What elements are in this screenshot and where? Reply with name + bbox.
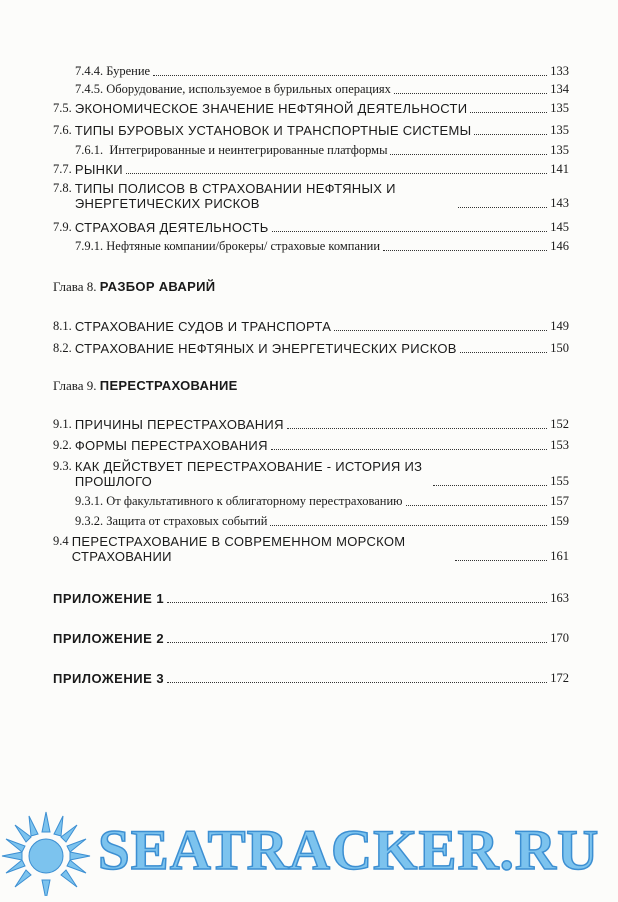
leader-dots <box>474 134 547 135</box>
entry-page: 153 <box>550 438 569 452</box>
entry-title: СТРАХОВАЯ ДЕЯТЕЛЬНОСТЬ <box>74 220 269 235</box>
entry-number: 7.4.4. <box>75 64 104 78</box>
appendix-page: 172 <box>550 671 569 685</box>
leader-dots <box>167 602 547 603</box>
toc-entry-7-4-5[interactable] <box>75 82 569 97</box>
toc-appendix-1[interactable] <box>53 591 569 606</box>
toc-entry-9-3-1[interactable] <box>75 494 569 509</box>
leader-dots <box>406 505 548 506</box>
toc-entry-9-3-2[interactable] <box>75 514 569 529</box>
toc-entry-8-2[interactable] <box>53 341 569 356</box>
entry-page: 157 <box>550 494 569 508</box>
leader-dots <box>272 231 548 232</box>
entry-page: 150 <box>550 341 569 355</box>
leader-dots <box>383 250 547 251</box>
watermark-text: SEATRACKER.RU <box>98 819 600 882</box>
entry-page: 149 <box>550 319 569 333</box>
leader-dots <box>455 560 548 561</box>
toc-entry-7-8[interactable] <box>53 181 569 211</box>
entry-title: ФОРМЫ ПЕРЕСТРАХОВАНИЯ <box>74 438 268 453</box>
leader-dots <box>153 75 547 76</box>
entry-number: 7.6. <box>53 123 72 137</box>
entry-title: КАК ДЕЙСТВУЕТ ПЕРЕСТРАХОВАНИЕ - ИСТОРИЯ ИЗ ПРОШЛОГО <box>74 459 423 489</box>
chapter-9-heading[interactable] <box>53 378 238 394</box>
leader-dots <box>126 173 547 174</box>
leader-dots <box>390 154 547 155</box>
entry-number: 8.1. <box>53 319 72 333</box>
entry-number: 8.2. <box>53 341 72 355</box>
leader-dots <box>433 485 547 486</box>
chapter-title: РАЗБОР АВАРИЙ <box>99 279 216 294</box>
entry-page: 146 <box>550 239 569 253</box>
entry-number: 9.3.2. <box>75 514 104 528</box>
entry-number: 7.6.1. <box>75 143 104 157</box>
entry-title: Нефтяные компании/брокеры/ страховые компании <box>106 239 381 253</box>
toc-appendix-3[interactable] <box>53 671 569 686</box>
entry-number: 7.5. <box>53 101 72 115</box>
toc-entry-8-1[interactable] <box>53 319 569 334</box>
toc-entry-9-4[interactable] <box>53 534 569 564</box>
entry-number: 9.3. <box>53 459 72 473</box>
entry-title: ЭКОНОМИЧЕСКОЕ ЗНАЧЕНИЕ НЕФТЯНОЙ ДЕЯТЕЛЬНОСТИ <box>74 101 468 116</box>
toc-appendix-2[interactable] <box>53 631 569 646</box>
toc-entry-9-3[interactable] <box>53 459 569 489</box>
entry-number: 9.2. <box>53 438 72 452</box>
leader-dots <box>334 330 547 331</box>
toc-entry-7-6[interactable] <box>53 123 569 138</box>
entry-page: 161 <box>550 549 569 563</box>
entry-page: 152 <box>550 417 569 431</box>
entry-title: ТИПЫ БУРОВЫХ УСТАНОВОК И ТРАНСПОРТНЫЕ СИСТЕМЫ <box>74 123 472 138</box>
toc-entry-9-1[interactable] <box>53 417 569 432</box>
entry-page: 145 <box>550 220 569 234</box>
entry-page: 135 <box>550 101 569 115</box>
entry-title: Защита от страховых событий <box>106 514 268 528</box>
chapter-label: Глава 8. <box>53 279 97 294</box>
toc-entry-7-6-1[interactable] <box>75 143 569 158</box>
chapter-8-heading[interactable] <box>53 279 215 295</box>
leader-dots <box>394 93 547 94</box>
entry-page: 141 <box>550 162 569 176</box>
toc-entry-7-9-1[interactable] <box>75 239 569 254</box>
entry-page: 155 <box>550 474 569 488</box>
entry-number: 7.7. <box>53 162 72 176</box>
leader-dots <box>287 428 547 429</box>
entry-number: 7.9. <box>53 220 72 234</box>
appendix-title: ПРИЛОЖЕНИЕ 3 <box>53 671 165 686</box>
chapter-title: ПЕРЕСТРАХОВАНИЕ <box>99 378 238 393</box>
entry-number: 9.3.1. <box>75 494 104 508</box>
entry-title: Интегрированные и неинтегрированные платформы <box>109 143 388 157</box>
toc-entry-7-4-4[interactable] <box>75 64 569 79</box>
entry-page: 135 <box>550 123 569 137</box>
leader-dots <box>167 642 547 643</box>
entry-number: 9.4 <box>53 534 69 548</box>
entry-title: СТРАХОВАНИЕ СУДОВ И ТРАНСПОРТА <box>74 319 332 334</box>
entry-number: 7.9.1. <box>75 239 104 253</box>
chapter-label: Глава 9. <box>53 378 97 393</box>
entry-page: 159 <box>550 514 569 528</box>
entry-title: ТИПЫ ПОЛИСОВ В СТРАХОВАНИИ НЕФТЯНЫХ И ЭНЕРГЕТИЧЕСКИХ РИСКОВ <box>74 181 396 211</box>
entry-page: 135 <box>550 143 569 157</box>
entry-number: 7.8. <box>53 181 72 195</box>
leader-dots <box>167 682 547 683</box>
entry-title: ПЕРЕСТРАХОВАНИЕ В СОВРЕМЕННОМ МОРСКОМ СТРАХОВАНИИ <box>71 534 406 564</box>
toc-entry-9-2[interactable] <box>53 438 569 453</box>
entry-page: 133 <box>550 64 569 78</box>
appendix-page: 170 <box>550 631 569 645</box>
entry-title: ПРИЧИНЫ ПЕРЕСТРАХОВАНИЯ <box>74 417 284 432</box>
entry-title: РЫНКИ <box>74 162 123 177</box>
watermark <box>0 800 618 902</box>
leader-dots <box>460 352 548 353</box>
leader-dots <box>270 525 547 526</box>
entry-number: 7.4.5. <box>75 82 104 96</box>
appendix-title: ПРИЛОЖЕНИЕ 1 <box>53 591 165 606</box>
toc-entry-7-5[interactable] <box>53 101 569 116</box>
entry-page: 134 <box>550 82 569 96</box>
entry-title: СТРАХОВАНИЕ НЕФТЯНЫХ И ЭНЕРГЕТИЧЕСКИХ РИСКОВ <box>74 341 457 356</box>
toc-entry-7-7[interactable] <box>53 162 569 177</box>
leader-dots <box>470 112 547 113</box>
leader-dots <box>271 449 547 450</box>
toc-entry-7-9[interactable] <box>53 220 569 235</box>
appendix-title: ПРИЛОЖЕНИЕ 2 <box>53 631 165 646</box>
entry-number: 9.1. <box>53 417 72 431</box>
appendix-page: 163 <box>550 591 569 605</box>
entry-title: От факультативного к облигаторному перестрахованию <box>106 494 403 508</box>
sun-logo-icon <box>0 806 96 896</box>
entry-page: 143 <box>550 196 569 210</box>
entry-title: Оборудование, используемое в бурильных операциях <box>106 82 391 96</box>
entry-title: Бурение <box>106 64 151 78</box>
leader-dots <box>458 207 547 208</box>
